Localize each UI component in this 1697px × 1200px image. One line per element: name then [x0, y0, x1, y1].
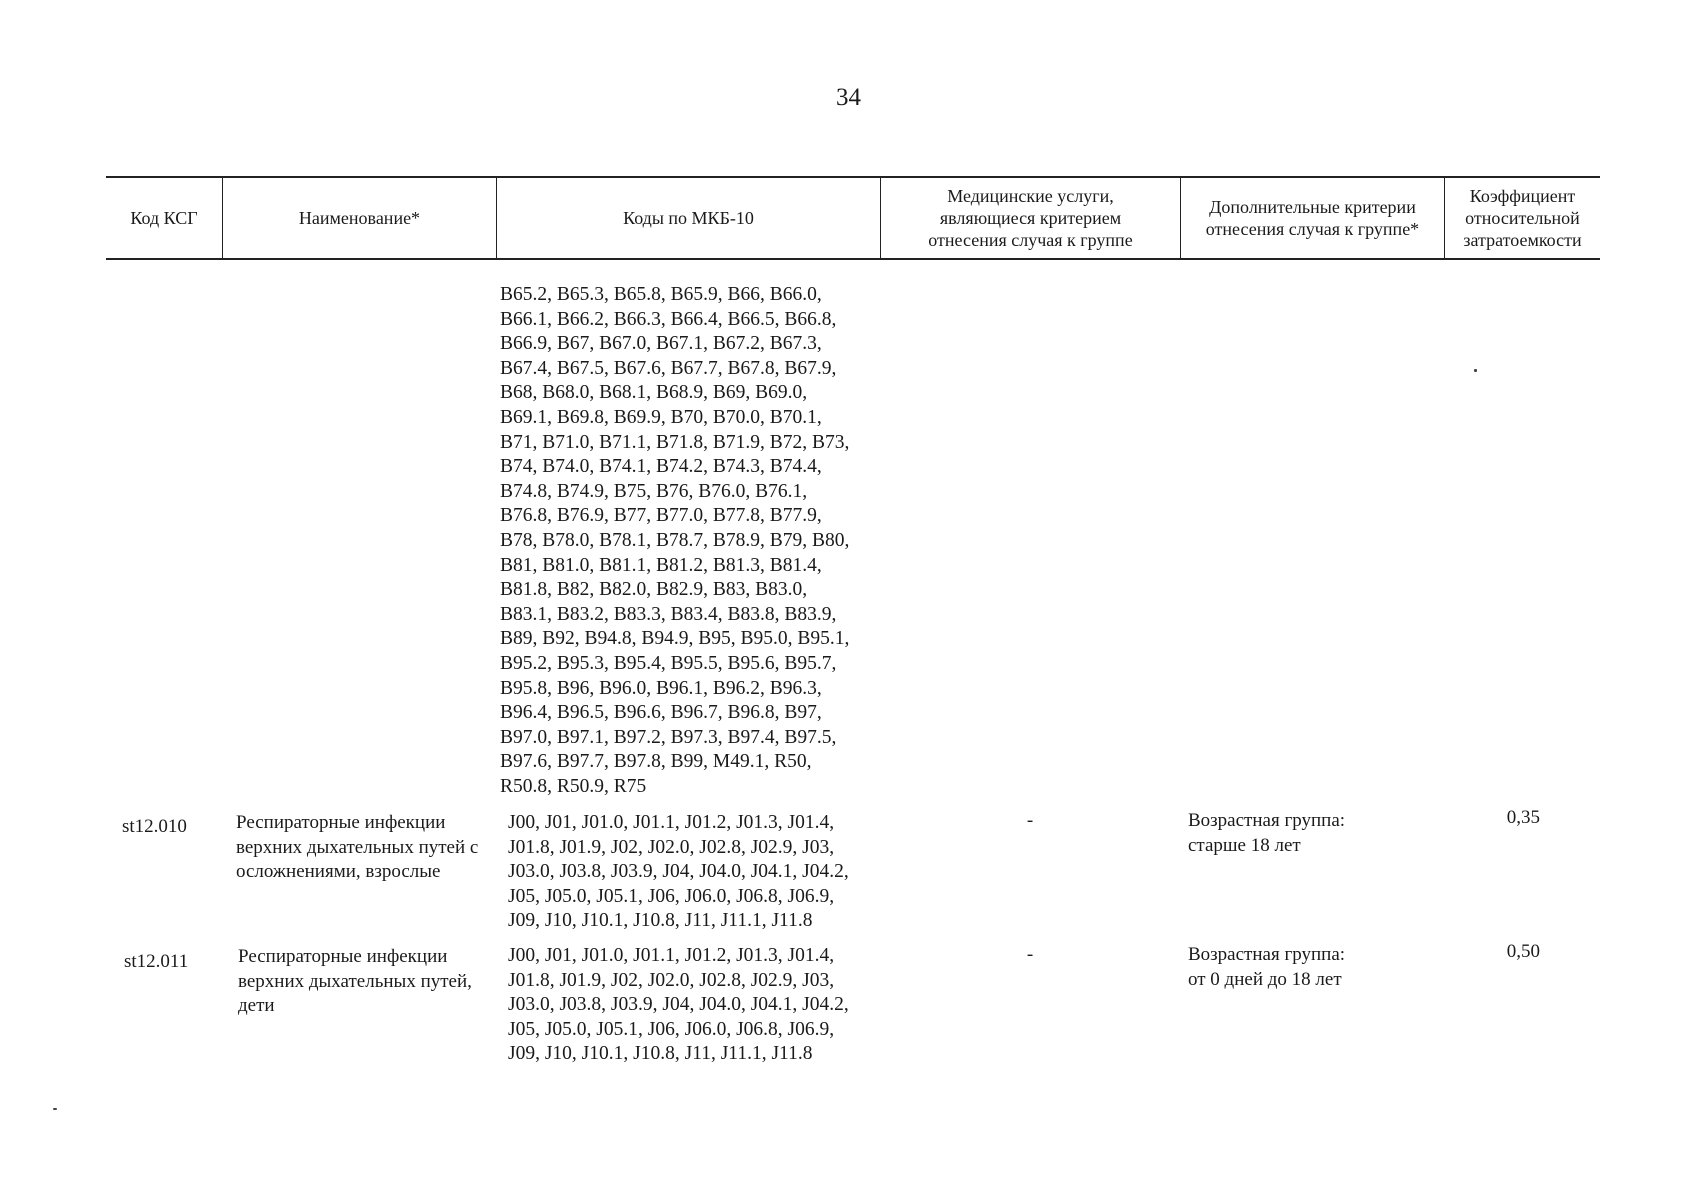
- table-row-criteria: Возрастная группа: старше 18 лет: [1188, 810, 1346, 856]
- header-medical-services: [880, 178, 1180, 258]
- scan-speck: [1474, 369, 1477, 372]
- table-row-services: -: [1026, 944, 1034, 965]
- table-row-coefficient: 0,35: [1506, 807, 1540, 828]
- table-row-services: -: [1026, 810, 1034, 831]
- header-name: [222, 178, 496, 258]
- header-coefficient: [1444, 178, 1600, 258]
- scan-speck: [53, 1108, 57, 1110]
- header-name-label: Наименование*: [298, 208, 421, 228]
- header-additional-criteria: [1180, 178, 1444, 258]
- table-header: [106, 176, 1600, 260]
- table-row-name: Респираторные инфекции верхних дыхательных путей с осложнениями, взрослые: [236, 812, 479, 882]
- header-ksg-code: [106, 178, 222, 258]
- header-medical-services-label: Медицинские услуги, являющиеся критерием отнесения случая к группе: [928, 186, 1133, 250]
- header-additional-criteria-label: Дополнительные критерии отнесения случая к группе*: [1205, 197, 1420, 239]
- table-row-criteria: Возрастная группа: от 0 дней до 18 лет: [1188, 944, 1346, 990]
- header-icd-codes: [496, 178, 880, 258]
- page-number: 34: [836, 84, 861, 111]
- header-coefficient-label: Коэффициент относительной затратоемкости: [1463, 186, 1582, 250]
- table-row-icd-codes: B65.2, B65.3, B65.8, B65.9, B66, B66.0, B66.1, B66.2, B66.3, B66.4, B66.5, B66.8, B66.9, B67, B67.0, B67.1, B67.2, B67.3, B67.4, B67.5, B67.6, B67.7, B67.8, B67.9, B68, B68.0, B68.1, B68.9, B69, B69.0, B69.1, B69.8, B69.9, B70, B70.0, B70.1, B71, B71.0, B71.1, B71.8, B71.9, B72, B73, B74, B74.0, B74.1, B74.2, B74.3, B74.4, B74.8, B74.9, B75, B76, B76.0, B76.1, B76.8, B76.9, B77, B77.0, B77.8, B77.9, B78, B78.0, B78.1, B78.7, B78.9, B79, B80, B81, B81.0, B81.1, B81.2, B81.3, B81.4, B81.8, B82, B82.0, B82.9, B83, B83.0, B83.1, B83.2, B83.3, B83.4, B83.8, B83.9, B89, B92, B94.8, B94.9, B95, B95.0, B95.1, B95.2, B95.3, B95.4, B95.5, B95.6, B95.7, B95.8, B96, B96.0, B96.1, B96.2, B96.3, B96.4, B96.5, B96.6, B96.7, B96.8, B97, B97.0, B97.1, B97.2, B97.3, B97.4, B97.5, B97.6, B97.7, B97.8, B99, M49.1, R50, R50.8, R50.9, R75: [500, 284, 850, 797]
- table-row-icd-codes: J00, J01, J01.0, J01.1, J01.2, J01.3, J01.4, J01.8, J01.9, J02, J02.0, J02.8, J02.9, J03, J03.0, J03.8, J03.9, J04, J04.0, J04.1, J04.2, J05, J05.0, J05.1, J06, J06.0, J06.8, J06.9, J09, J10, J10.1, J10.8, J11, J11.1, J11.8: [508, 945, 849, 1065]
- header-ksg-code-label: Код КСГ: [130, 208, 198, 228]
- header-icd-codes-label: Коды по МКБ-10: [623, 208, 754, 228]
- table-row-ksg-code: st12.011: [124, 951, 189, 972]
- table-row-coefficient: 0,50: [1506, 941, 1540, 962]
- table-row-icd-codes: J00, J01, J01.0, J01.1, J01.2, J01.3, J01.4, J01.8, J01.9, J02, J02.0, J02.8, J02.9, J03, J03.0, J03.8, J03.9, J04, J04.0, J04.1, J04.2, J05, J05.0, J05.1, J06, J06.0, J06.8, J06.9, J09, J10, J10.1, J10.8, J11, J11.1, J11.8: [508, 812, 849, 932]
- table-row-name: Респираторные инфекции верхних дыхательных путей, дети: [238, 946, 472, 1016]
- table-row-ksg-code: st12.010: [122, 816, 187, 837]
